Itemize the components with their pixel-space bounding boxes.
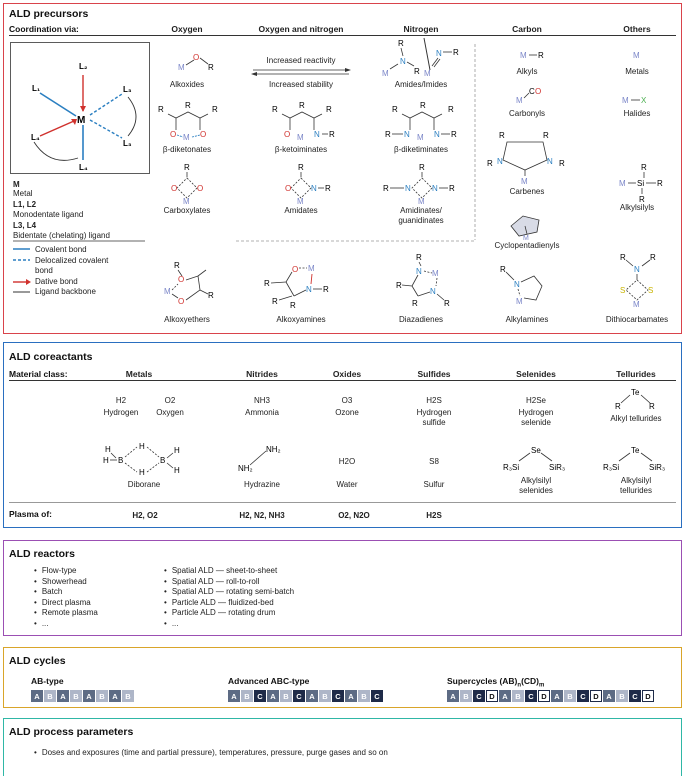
process-panel <box>3 718 682 776</box>
svg-text:M: M <box>183 197 190 206</box>
cycle-step-a: A <box>603 690 615 702</box>
coreactants-panel <box>3 342 682 528</box>
svg-text:R: R <box>396 281 402 290</box>
reactors-panel <box>3 540 682 636</box>
svg-text:N: N <box>314 130 320 139</box>
label-alkoxyethers: Alkoxyethers <box>164 315 210 324</box>
diketonate-structure <box>154 100 224 140</box>
svg-text:R: R <box>174 261 180 270</box>
coordination-diagram <box>10 42 150 174</box>
svg-text:R: R <box>158 105 164 114</box>
alkoxyether-structure <box>154 260 224 310</box>
svg-text:R: R <box>412 299 418 308</box>
coordination-label: Coordination via: <box>9 24 79 34</box>
svg-text:R: R <box>272 105 278 114</box>
legend-l12-text: Monodentate ligand <box>13 210 84 219</box>
alkylsilyl-structure <box>614 162 674 206</box>
svg-text:R: R <box>620 253 626 262</box>
coreactants-title: ALD coreactants <box>9 351 93 363</box>
cycle-step-c: C <box>577 690 589 702</box>
svg-text:S: S <box>620 286 626 295</box>
arrow-top-label: Increased reactivity <box>266 56 336 65</box>
svg-text:M: M <box>183 133 190 142</box>
supercycle-label: Supercycles $(AB)_n(CD)_m$ <box>447 676 545 689</box>
svg-text:N: N <box>405 184 411 193</box>
svg-text:R₃Si: R₃Si <box>503 463 520 472</box>
svg-text:N: N <box>434 130 440 139</box>
svg-text:N: N <box>514 280 520 289</box>
cycle-step-b: B <box>358 690 370 702</box>
cycle-step-d: D <box>590 690 602 702</box>
svg-text:R: R <box>299 101 305 110</box>
col-nitrides: Nitrides <box>246 369 278 379</box>
precursors-panel <box>3 3 682 334</box>
cycle-step-b: B <box>96 690 108 702</box>
cycle-step-c: C <box>629 690 641 702</box>
label-alkoxides: Alkoxides <box>169 80 205 89</box>
svg-text:L₄: L₄ <box>31 133 40 142</box>
col-tellurides: Tellurides <box>616 369 656 379</box>
svg-text:H: H <box>174 446 180 455</box>
cycle-step-b: B <box>564 690 576 702</box>
cycle-step-b: B <box>44 690 56 702</box>
cycle-step-a: A <box>499 690 511 702</box>
legend-backbone: Ligand backbone <box>35 287 96 296</box>
header-rule <box>9 35 676 36</box>
svg-text:R: R <box>453 48 459 57</box>
svg-text:N: N <box>404 130 410 139</box>
reactor-item: • Direct plasma <box>34 598 98 609</box>
reactors-list-left <box>34 566 98 629</box>
h2s-name: Hydrogen sulfide <box>416 408 452 427</box>
label-amidates: Amidates <box>284 206 318 215</box>
label-carbonyls: Carbonyls <box>508 109 545 118</box>
svg-text:L₄: L₄ <box>79 163 88 172</box>
alkyl-tellurides: Alkyl tellurides <box>610 414 662 423</box>
svg-text:R: R <box>392 105 398 114</box>
svg-text:N: N <box>432 184 438 193</box>
s8-name: Sulfur <box>423 480 445 489</box>
cycle-step-b: B <box>70 690 82 702</box>
svg-text:M: M <box>521 177 528 186</box>
label-alkoxyamines: Alkoxyamines <box>276 315 326 324</box>
reactor-item: • Particle ALD — rotating drum <box>164 608 294 619</box>
cycle-step-b: B <box>241 690 253 702</box>
svg-text:M: M <box>418 197 425 206</box>
svg-text:O: O <box>178 297 185 306</box>
arrow-bottom-label: Increased stability <box>268 80 334 89</box>
o2-name: Oxygen <box>156 408 184 417</box>
svg-text:M: M <box>516 96 523 105</box>
reactor-item: • Spatial ALD — sheet-to-sheet <box>164 566 294 577</box>
cycles-panel <box>3 647 682 708</box>
reactor-item: • Showerhead <box>34 577 98 588</box>
col-selenides: Selenides <box>516 369 556 379</box>
label-diketonates: β-diketonates <box>162 145 212 154</box>
alkylsilyl-tellurides: Alkylsilyl tellurides <box>619 476 652 495</box>
cycle-step-a: A <box>447 690 459 702</box>
alkoxyamine-structure <box>262 260 342 310</box>
label-carboxylates: Carboxylates <box>163 206 211 215</box>
cycle-step-a: A <box>306 690 318 702</box>
svg-text:N: N <box>306 285 312 294</box>
carbonyl-structure <box>498 83 558 107</box>
h2o-formula: H2O <box>338 457 356 466</box>
cycle-step-b: B <box>122 690 134 702</box>
cycle-step-a: A <box>228 690 240 702</box>
svg-text:SiR₃: SiR₃ <box>649 463 666 472</box>
svg-text:R: R <box>639 195 645 204</box>
svg-text:M: M <box>432 269 439 278</box>
plasma-label: Plasma of: <box>9 509 52 519</box>
h2se-name: Hydrogen selenide <box>518 408 554 427</box>
svg-text:Se: Se <box>531 446 541 455</box>
svg-text:M: M <box>417 133 424 142</box>
abc-sequence <box>228 690 383 702</box>
svg-text:H: H <box>139 468 145 477</box>
svg-text:R: R <box>290 301 296 310</box>
cycle-step-b: B <box>280 690 292 702</box>
svg-text:R: R <box>487 159 493 168</box>
svg-text:M: M <box>516 297 523 306</box>
nh3-name: Ammonia <box>245 408 279 417</box>
row-separator <box>236 240 476 244</box>
abc-label: Advanced ABC-type <box>228 676 310 686</box>
svg-text:R: R <box>272 297 278 306</box>
label-halides: Halides <box>623 109 651 118</box>
svg-text:Te: Te <box>631 446 640 455</box>
svg-text:M: M <box>633 300 640 309</box>
svg-text:R: R <box>298 163 304 172</box>
alkyl-telluride-structure <box>611 385 661 409</box>
svg-text:R: R <box>329 130 335 139</box>
ketoiminate-structure <box>268 100 338 140</box>
svg-text:R: R <box>323 285 329 294</box>
svg-text:L₂: L₂ <box>79 62 88 71</box>
svg-text:M: M <box>619 179 626 188</box>
svg-text:O: O <box>285 184 292 193</box>
svg-text:R: R <box>451 130 457 139</box>
reactor-item: • Spatial ALD — rotating semi-batch <box>164 587 294 598</box>
reactor-item: • Remote plasma <box>34 608 98 619</box>
cycle-step-c: C <box>371 690 383 702</box>
cycle-step-a: A <box>109 690 121 702</box>
svg-text:R: R <box>208 63 214 72</box>
reactivity-arrows <box>251 68 351 78</box>
process-list <box>34 748 388 759</box>
svg-text:M: M <box>633 51 640 60</box>
svg-text:O: O <box>535 87 542 96</box>
svg-text:R: R <box>208 291 214 300</box>
coreactants-header-rule <box>9 380 676 381</box>
svg-text:N: N <box>416 267 422 276</box>
svg-text:M: M <box>297 197 304 206</box>
legend-l34-symbol: L3, L4 <box>13 221 37 230</box>
svg-text:X: X <box>641 96 647 105</box>
label-metals: Metals <box>625 67 649 76</box>
reactor-item: • Batch <box>34 587 98 598</box>
svg-text:R: R <box>649 402 655 411</box>
svg-text:H: H <box>139 442 145 451</box>
svg-text:R: R <box>414 67 420 76</box>
svg-text:B: B <box>160 456 166 465</box>
diazadiene-structure <box>382 252 462 308</box>
process-title: ALD process parameters <box>9 726 134 738</box>
col-oxides: Oxides <box>332 369 362 379</box>
svg-text:R: R <box>212 105 218 114</box>
cycle-step-d: D <box>538 690 550 702</box>
svg-text:L₃: L₃ <box>123 139 132 148</box>
dithiocarbamate-structure <box>608 252 668 308</box>
label-carbenes: Carbenes <box>509 187 545 196</box>
reactor-item: • Spatial ALD — roll-to-roll <box>164 577 294 588</box>
svg-text:M: M <box>520 51 527 60</box>
ab-label: AB-type <box>31 676 64 686</box>
plasma-sulfides: H2S <box>426 511 442 520</box>
svg-text:N: N <box>430 287 436 296</box>
svg-text:R: R <box>185 101 191 110</box>
svg-text:N: N <box>311 184 317 193</box>
plasma-metals: H2, O2 <box>132 511 158 520</box>
svg-text:B: B <box>118 456 124 465</box>
carbene-structure <box>487 128 567 184</box>
label-diazadienes: Diazadienes <box>398 315 444 324</box>
svg-text:R: R <box>650 253 656 262</box>
svg-text:R: R <box>326 105 332 114</box>
cycle-step-a: A <box>57 690 69 702</box>
svg-text:H: H <box>174 466 180 475</box>
hydrazine-structure <box>232 443 292 473</box>
h2-name: Hydrogen <box>103 408 139 417</box>
hydrazine-name: Hydrazine <box>243 480 281 489</box>
plasma-oxides: O2, N2O <box>338 511 370 520</box>
col-oxygen: Oxygen <box>171 24 203 34</box>
label-dithiocarbamates: Dithiocarbamates <box>605 315 669 324</box>
reactor-item: • Particle ALD — fluidized-bed <box>164 598 294 609</box>
cycle-step-b: B <box>616 690 628 702</box>
diborane-structure <box>101 441 191 477</box>
ab-sequence <box>31 690 134 702</box>
material-class-label: Material class: <box>9 369 68 379</box>
h2o-name: Water <box>336 480 358 489</box>
cycle-step-a: A <box>345 690 357 702</box>
svg-text:N: N <box>497 157 503 166</box>
svg-text:O: O <box>178 275 185 284</box>
svg-text:R: R <box>264 279 270 288</box>
svg-text:C: C <box>529 87 535 96</box>
svg-text:N: N <box>400 57 406 66</box>
diketiminate-structure <box>384 100 464 140</box>
svg-text:Te: Te <box>631 388 640 397</box>
svg-text:R: R <box>543 131 549 140</box>
svg-text:M: M <box>523 235 529 242</box>
alkylsilyl-selenide-structure <box>501 443 571 473</box>
svg-text:O: O <box>171 184 178 193</box>
svg-text:R: R <box>538 51 544 60</box>
svg-text:S: S <box>648 286 654 295</box>
o2-formula: O2 <box>164 396 176 405</box>
halide-structure <box>616 91 666 111</box>
cycle-step-c: C <box>293 690 305 702</box>
svg-text:O: O <box>197 184 204 193</box>
cycle-step-a: A <box>551 690 563 702</box>
cycle-step-d: D <box>486 690 498 702</box>
svg-text:NH₂: NH₂ <box>266 445 281 454</box>
svg-text:SiR₃: SiR₃ <box>549 463 566 472</box>
svg-text:M: M <box>178 63 185 72</box>
svg-text:N: N <box>547 157 553 166</box>
svg-text:R: R <box>419 163 425 172</box>
svg-text:M: M <box>77 115 86 126</box>
carboxylate-structure <box>157 162 217 206</box>
cycle-step-c: C <box>332 690 344 702</box>
svg-text:R: R <box>449 184 455 193</box>
svg-text:M: M <box>382 69 389 78</box>
s8-formula: S8 <box>429 457 439 466</box>
h2-formula: H2 <box>115 396 127 405</box>
supercycle-sequence <box>447 690 654 702</box>
alkylamine-structure <box>496 260 556 310</box>
alkylsilyl-telluride-structure <box>601 443 671 473</box>
process-item: • Doses and exposures (time and partial pressure), temperatures, pressure, purge gases and so on <box>34 748 388 759</box>
svg-text:R: R <box>184 163 190 172</box>
cycles-title: ALD cycles <box>9 655 66 667</box>
svg-text:R: R <box>559 159 565 168</box>
svg-text:R: R <box>448 105 454 114</box>
svg-text:R: R <box>398 39 404 48</box>
legend-l12-symbol: L1, L2 <box>13 200 37 209</box>
svg-text:O: O <box>284 130 291 139</box>
label-ketoiminates: β-ketoiminates <box>274 145 328 154</box>
cycle-step-b: B <box>460 690 472 702</box>
svg-text:O: O <box>193 53 200 62</box>
col-carbon: Carbon <box>512 24 542 34</box>
col-metals: Metals <box>125 369 153 379</box>
plasma-nitrides: H2, N2, NH3 <box>239 511 285 520</box>
svg-text:O: O <box>200 130 207 139</box>
label-alkylamines: Alkylamines <box>505 315 549 324</box>
svg-text:M: M <box>308 264 315 273</box>
amidinate-structure <box>382 162 462 206</box>
alkyl-structure <box>500 46 560 66</box>
svg-text:R: R <box>420 101 426 110</box>
svg-text:M: M <box>424 69 431 78</box>
legend-covalent: Covalent bond <box>35 245 87 254</box>
reactor-item: • Flow-type <box>34 566 98 577</box>
precursors-title: ALD precursors <box>9 8 89 20</box>
legend-box <box>10 42 150 326</box>
svg-text:M: M <box>297 133 304 142</box>
svg-text:L₁: L₁ <box>32 84 41 93</box>
metal-structure <box>628 46 648 66</box>
svg-text:O: O <box>170 130 177 139</box>
col-sulfides: Sulfides <box>417 369 451 379</box>
legend-delocalized: Delocalized covalent bond <box>35 256 109 275</box>
cyclopentadienyl-structure <box>501 206 551 242</box>
label-amidinates: Amidinates/ guanidinates <box>398 206 444 225</box>
cycle-step-b: B <box>319 690 331 702</box>
svg-text:R: R <box>500 265 506 274</box>
svg-text:R₃Si: R₃Si <box>603 463 620 472</box>
cycle-step-a: A <box>31 690 43 702</box>
reactors-list-right <box>164 566 294 629</box>
label-cyclopentadienyls: Cyclopentadienyls <box>494 241 560 250</box>
reactor-item: • ... <box>34 619 98 630</box>
cycle-step-a: A <box>267 690 279 702</box>
svg-text:R: R <box>383 184 389 193</box>
svg-text:N: N <box>436 49 442 58</box>
svg-text:R: R <box>385 130 391 139</box>
plasma-rule <box>9 502 676 503</box>
amide-structure <box>372 36 482 80</box>
o3-name: Ozone <box>335 408 359 417</box>
svg-text:R: R <box>444 299 450 308</box>
label-alkylsilyls: Alkylsilyls <box>619 203 655 212</box>
cycle-step-c: C <box>473 690 485 702</box>
svg-text:L₃: L₃ <box>123 85 132 94</box>
svg-text:M: M <box>164 287 171 296</box>
legend-m-symbol: M <box>13 180 20 189</box>
diborane-name: Diborane <box>127 480 161 489</box>
svg-text:N: N <box>634 265 640 274</box>
reactors-title: ALD reactors <box>9 548 75 560</box>
label-alkyls: Alkyls <box>516 67 538 76</box>
cycle-step-c: C <box>254 690 266 702</box>
alkoxide-structure <box>164 44 224 74</box>
label-amides: Amides/Imides <box>394 80 448 89</box>
legend-m-text: Metal <box>13 189 33 198</box>
cycle-step-d: D <box>642 690 654 702</box>
nh3-formula: NH3 <box>253 396 271 405</box>
svg-text:R: R <box>641 163 647 172</box>
svg-text:R: R <box>499 131 505 140</box>
svg-text:Si: Si <box>637 179 645 188</box>
h2s-formula: H2S <box>426 396 442 405</box>
svg-text:R: R <box>416 253 422 262</box>
o3-formula: O3 <box>341 396 353 405</box>
svg-text:H: H <box>103 456 109 465</box>
svg-text:H: H <box>105 445 111 454</box>
alkylsilyl-selenides: Alkylsilyl selenides <box>519 476 553 495</box>
svg-text:R: R <box>325 184 331 193</box>
svg-text:R: R <box>657 179 663 188</box>
svg-text:M: M <box>622 96 629 105</box>
cycle-step-b: B <box>512 690 524 702</box>
cycle-step-c: C <box>525 690 537 702</box>
col-nitrogen: Nitrogen <box>403 24 439 34</box>
col-oxygen-nitrogen: Oxygen and nitrogen <box>258 24 344 34</box>
amidate-structure <box>266 162 336 206</box>
legend-l34-text: Bidentate (chelating) ligand <box>13 231 110 240</box>
cycle-step-a: A <box>83 690 95 702</box>
svg-text:NH₂: NH₂ <box>238 464 253 473</box>
label-diketiminates: β-diketiminates <box>394 145 448 154</box>
svg-text:R: R <box>615 402 621 411</box>
reactor-item: • ... <box>164 619 294 630</box>
h2se-formula: H2Se <box>525 396 547 405</box>
col-others: Others <box>623 24 651 34</box>
svg-text:O: O <box>292 265 299 274</box>
legend-dative: Dative bond <box>35 277 78 286</box>
